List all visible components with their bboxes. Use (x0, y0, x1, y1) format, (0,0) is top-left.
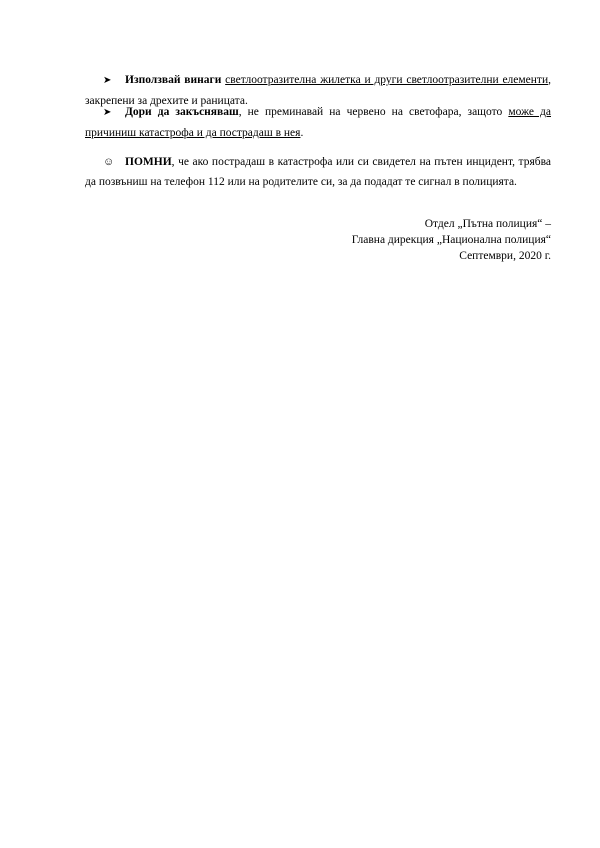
bullet-2-underlined: може да причиниш катастрофа и да пострадаш в нея (85, 106, 551, 139)
smiley-face-icon: ☺ (103, 156, 115, 168)
bullet-1-underlined: светлоотразителна жилетка и други светлоотразителни елементи (225, 74, 549, 86)
signature-line-2: Главна дирекция „Национална полиция“ (351, 234, 551, 246)
bullet-2-rest: . (300, 127, 304, 139)
arrowhead-bullet-icon: ➤ (103, 107, 112, 118)
bullet-2-plain: , не преминавай на червено на светофара, защото (238, 106, 509, 118)
bullet-paragraph-2 (85, 102, 551, 143)
bullet-2-bold: Дори да закъсняваш (125, 106, 239, 118)
remember-bold: ПОМНИ (125, 156, 172, 168)
signature-line-3: Септември, 2020 г. (459, 250, 551, 262)
bullet-1-bold: Използвай винаги (125, 74, 222, 86)
remember-text: , че ако пострадаш в катастрофа или си свидетел на пътен инцидент, трябва да позвъниш на телефон 112 или на родителите си, за да подадат те сигнал в полицията. (85, 156, 551, 188)
bullet-1-rest: , закрепени за дрехите и раницата. (85, 74, 551, 107)
remember-paragraph (85, 152, 551, 192)
signature-block (352, 216, 551, 264)
signature-line-1: Отдел „Пътна полиция“ – (424, 218, 551, 230)
arrowhead-bullet-icon: ➤ (103, 75, 112, 86)
